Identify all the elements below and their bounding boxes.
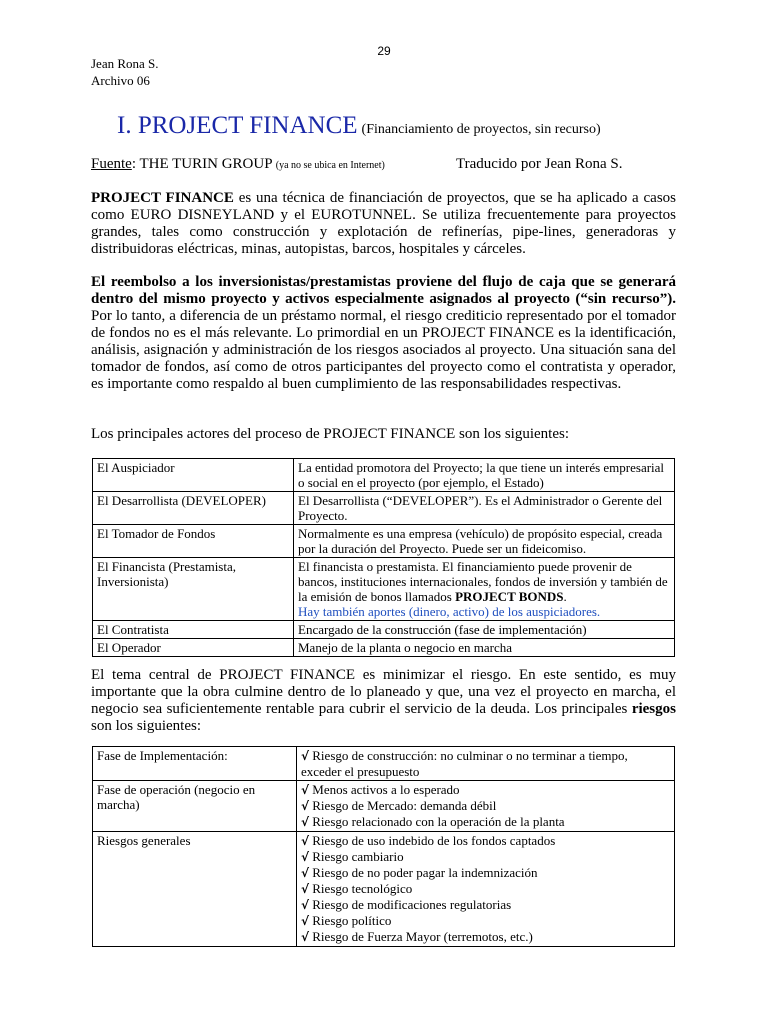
check-icon: √ (301, 799, 310, 813)
actors-table (92, 458, 675, 657)
list-item: √ Riesgo relacionado con la operación de la planta (301, 814, 565, 829)
list-item: √ Menos activos a lo esperado (301, 782, 460, 797)
table-row: El Desarrollista (DEVELOPER) El Desarrollista (“DEVELOPER”). Es el Administrador o Gerente del Proyecto. (93, 492, 675, 525)
table-row: El Auspiciador La entidad promotora del Proyecto; la que tiene un interés empresarial o social en el proyecto (por ejemplo, el Estado) (93, 459, 675, 492)
paragraph-intro: PROJECT FINANCE es una técnica de financiación de proyectos, que se ha aplicado a casos como EURO DISNEYLAND y el EUROTUNNEL. Se utiliza frecuentemente para proyectos grandes, tales como construcción y explotación de refinerías, pipe-lines, generadoras y distribuidoras eléctricas, minas, autopistas, barcos, hospitales y cárceles. (91, 190, 676, 257)
table-row: Riesgos generales √ Riesgo de uso indebido de los fondos captados √ Riesgo cambiario √ Riesgo de no poder pagar la indemnización √ Riesgo tecnológico √ Riesgo de modificaciones regulatorias √ Riesgo político √ Riesgo de Fuerza Mayor (terremotos, etc.) (93, 832, 675, 947)
translator-credit: Traducido por Jean Rona S. (456, 156, 623, 172)
heading (117, 112, 601, 140)
list-item: √ Riesgo político (301, 913, 392, 928)
list-item: √ Riesgo de uso indebido de los fondos captados (301, 833, 556, 848)
list-item: √ Riesgo de construcción: no culminar o no terminar a tiempo, exceder el presupuesto (301, 748, 628, 779)
author-name: Jean Rona S. (91, 56, 159, 71)
list-item: √ Riesgo de no poder pagar la indemnización (301, 865, 538, 880)
blue-note: Hay también aportes (dinero, activo) de los auspiciadores. (298, 604, 601, 619)
document-subtitle: (Financiamiento de proyectos, sin recurso) (361, 122, 601, 137)
paragraph-actors-intro: Los principales actores del proceso de PROJECT FINANCE son los siguientes: (91, 426, 569, 442)
check-icon: √ (301, 783, 310, 797)
source-line: Fuente: THE TURIN GROUP (ya no se ubica en Internet) Traducido por Jean Rona S. (91, 156, 623, 172)
source-note: (ya no se ubica en Internet) (275, 160, 385, 171)
table-row: El Contratista Encargado de la construcción (fase de implementación) (93, 621, 675, 639)
check-icon: √ (301, 882, 310, 896)
document-title: I. PROJECT FINANCE (117, 112, 358, 139)
table-row: Fase de Implementación: √ Riesgo de construcción: no culminar o no terminar a tiempo, exceder el presupuesto (93, 747, 675, 781)
list-item: √ Riesgo cambiario (301, 849, 404, 864)
check-icon: √ (301, 898, 310, 912)
repayment-bold: El reembolso a los inversionistas/prestamistas proviene del flujo de caja que se generará dentro del mismo proyecto y activos especialmente asignados al proyecto (“sin recurso”). (91, 274, 676, 307)
page-number: 29 (377, 44, 391, 58)
table-row: El Financista (Prestamista, Inversionista) El financista o prestamista. El financiamiento puede provenir de bancos, instituciones internacionales, fondos de inversión y también de la emisión de bonos llamados PROJECT BONDS. Hay también aportes (dinero, activo) de los auspiciadores. (93, 558, 675, 621)
intro-bold: PROJECT FINANCE (91, 190, 234, 206)
table-row: Fase de operación (negocio en marcha) √ Menos activos a lo esperado √ Riesgo de Mercado: demanda débil √ Riesgo relacionado con la operación de la planta (93, 781, 675, 832)
list-item: √ Riesgo tecnológico (301, 881, 413, 896)
table-row: El Tomador de Fondos Normalmente es una empresa (vehículo) de propósito especial, creada por la duración del Proyecto. Puede ser un fideicomiso. (93, 525, 675, 558)
table-row: El Operador Manejo de la planta o negocio en marcha (93, 639, 675, 657)
source-name: THE TURIN GROUP (136, 156, 276, 172)
list-item: √ Riesgo de Mercado: demanda débil (301, 798, 497, 813)
list-item: √ Riesgo de Fuerza Mayor (terremotos, etc.) (301, 929, 533, 944)
paragraph-risk-intro: El tema central de PROJECT FINANCE es minimizar el riesgo. En este sentido, es muy importante que la obra culmine dentro de lo planeado y que, una vez el proyecto en marcha, el negocio sea suficientemente rentable para cubrir el servicio de la deuda. Los principales riesgos son los siguientes: (91, 667, 676, 734)
archive-label: Archivo 06 (91, 73, 150, 88)
check-icon: √ (301, 866, 310, 880)
source-label: Fuente (91, 156, 132, 172)
list-item: √ Riesgo de modificaciones regulatorias (301, 897, 512, 912)
author-block (91, 55, 159, 89)
check-icon: √ (301, 850, 310, 864)
check-icon: √ (301, 930, 310, 944)
check-icon: √ (301, 749, 310, 763)
risks-table (92, 746, 675, 947)
check-icon: √ (301, 914, 310, 928)
paragraph-repayment: El reembolso a los inversionistas/prestamistas proviene del flujo de caja que se generará dentro del mismo proyecto y activos especialmente asignados al proyecto (“sin recurso”). Por lo tanto, a diferencia de un préstamo normal, el riesgo crediticio representado por el tomador de fondos no es el más relevante. Lo primordial en un PROJECT FINANCE es la identificación, análisis, asignación y administración de los riesgos asociados al proyecto. Una situación sana del tomador de fondos, así como de otros participantes del proyecto como el contratista y operador, es importante como respaldo al buen cumplimiento de las responsabilidades respectivas. (91, 274, 676, 392)
check-icon: √ (301, 834, 310, 848)
check-icon: √ (301, 815, 310, 829)
